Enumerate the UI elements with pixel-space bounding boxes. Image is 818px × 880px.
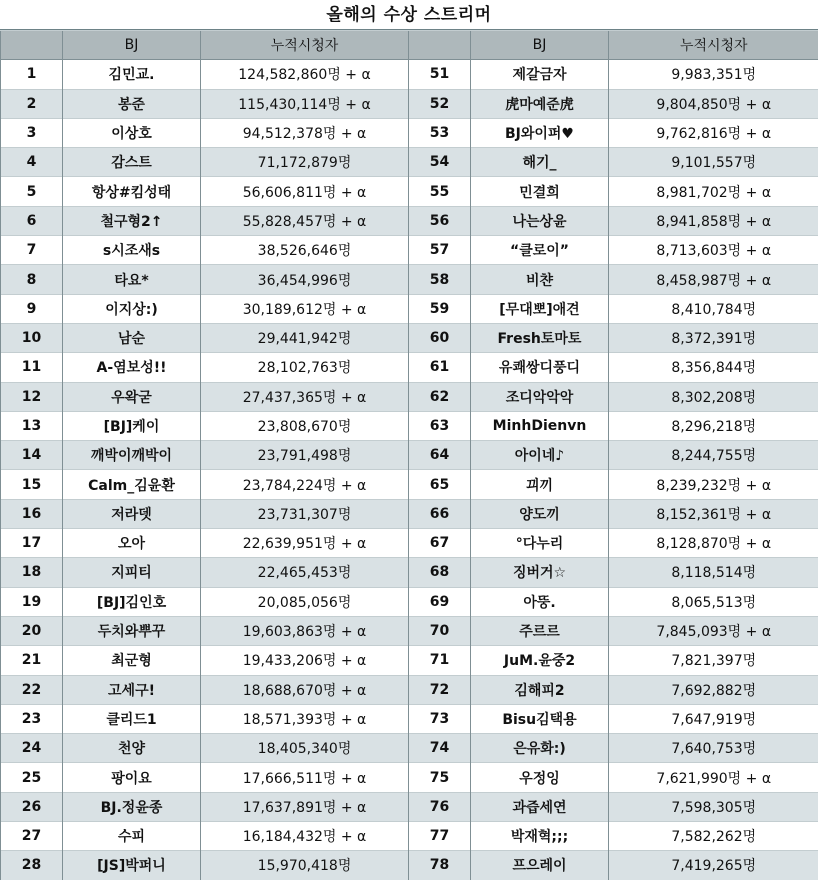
rank-cell: 55: [409, 177, 471, 206]
viewer-count-cell: 28,102,763명: [201, 353, 409, 382]
bj-name-cell: 주르르: [471, 616, 609, 645]
bj-name-cell: BJ.정윤종: [63, 792, 201, 821]
bj-name-cell: 아이네♪: [471, 441, 609, 470]
bj-name-cell: [JS]박퍼니: [63, 851, 201, 880]
rank-cell: 17: [1, 529, 63, 558]
viewer-count-cell: 8,302,208명: [609, 382, 818, 411]
table-row: [1, 177, 818, 206]
viewer-count-cell: 8,152,361명 + α: [609, 499, 818, 528]
bj-name-cell: A-염보성!!: [63, 353, 201, 382]
bj-name-cell: 우정잉: [471, 763, 609, 792]
ranking-table: [0, 30, 818, 880]
table-row: [1, 763, 818, 792]
rank-cell: 16: [1, 499, 63, 528]
viewer-count-cell: 7,598,305명: [609, 792, 818, 821]
viewer-count-cell: 8,981,702명 + α: [609, 177, 818, 206]
bj-name-cell: Calm_김윤환: [63, 470, 201, 499]
table-row: [1, 646, 818, 675]
viewer-count-cell: 8,065,513명: [609, 587, 818, 616]
viewer-count-cell: 29,441,942명: [201, 323, 409, 352]
viewer-count-cell: 56,606,811명 + α: [201, 177, 409, 206]
viewer-count-cell: 23,791,498명: [201, 441, 409, 470]
bj-name-cell: 남순: [63, 323, 201, 352]
rank-cell: 25: [1, 763, 63, 792]
bj-name-cell: 오아: [63, 529, 201, 558]
table-row: [1, 704, 818, 733]
table-row: [1, 499, 818, 528]
viewer-count-cell: 7,692,882명: [609, 675, 818, 704]
rank-cell: 72: [409, 675, 471, 704]
table-row: [1, 89, 818, 118]
bj-name-cell: 양도끼: [471, 499, 609, 528]
table-row: [1, 675, 818, 704]
bj-name-cell: 팡이요: [63, 763, 201, 792]
viewer-count-cell: 23,784,224명 + α: [201, 470, 409, 499]
bj-name-cell: 민결희: [471, 177, 609, 206]
bj-name-cell: 봉준: [63, 89, 201, 118]
bj-name-cell: 이지상:): [63, 294, 201, 323]
table-row: [1, 236, 818, 265]
viewer-count-cell: 19,433,206명 + α: [201, 646, 409, 675]
bj-name-cell: 박재혁;;;: [471, 822, 609, 851]
bj-name-cell: 최군형: [63, 646, 201, 675]
bj-name-cell: 철구형2↑: [63, 206, 201, 235]
bj-name-cell: 두치와뿌꾸: [63, 616, 201, 645]
bj-name-cell: 비챤: [471, 265, 609, 294]
rank-cell: 70: [409, 616, 471, 645]
viewer-count-cell: 8,713,603명 + α: [609, 236, 818, 265]
rank-cell: 3: [1, 118, 63, 147]
rank-cell: 56: [409, 206, 471, 235]
viewer-count-cell: 38,526,646명: [201, 236, 409, 265]
bj-name-cell: 깨박이깨박이: [63, 441, 201, 470]
viewer-count-cell: 8,244,755명: [609, 441, 818, 470]
table-row: [1, 118, 818, 147]
table-row: [1, 734, 818, 763]
rank-cell: 54: [409, 148, 471, 177]
viewer-count-cell: 7,640,753명: [609, 734, 818, 763]
bj-name-cell: 항상#킴성태: [63, 177, 201, 206]
viewer-count-cell: 15,970,418명: [201, 851, 409, 880]
table-row: [1, 265, 818, 294]
bj-name-cell: 과즙세연: [471, 792, 609, 821]
viewer-count-cell: 124,582,860명 + α: [201, 60, 409, 89]
bj-name-cell: 김민교.: [63, 60, 201, 89]
rank-cell: 53: [409, 118, 471, 147]
rank-cell: 27: [1, 822, 63, 851]
bj-name-cell: BJ와이퍼♥: [471, 118, 609, 147]
rank-cell: 67: [409, 529, 471, 558]
viewer-count-cell: 20,085,056명: [201, 587, 409, 616]
viewer-count-cell: 7,621,990명 + α: [609, 763, 818, 792]
viewer-count-cell: 9,804,850명 + α: [609, 89, 818, 118]
rank-cell: 58: [409, 265, 471, 294]
bj-name-cell: 제갈금자: [471, 60, 609, 89]
viewer-count-cell: 115,430,114명 + α: [201, 89, 409, 118]
rank-cell: 51: [409, 60, 471, 89]
bj-name-cell: JuM.윤중2: [471, 646, 609, 675]
bj-name-cell: 김해피2: [471, 675, 609, 704]
table-row: [1, 441, 818, 470]
header-row: [1, 31, 818, 60]
bj-name-cell: [무대뽀]애견: [471, 294, 609, 323]
bj-name-cell: Fresh토마토: [471, 323, 609, 352]
viewer-count-cell: 71,172,879명: [201, 148, 409, 177]
viewer-count-cell: 36,454,996명: [201, 265, 409, 294]
rank-cell: 61: [409, 353, 471, 382]
viewer-count-cell: 9,983,351명: [609, 60, 818, 89]
bj-name-cell: 우왁굳: [63, 382, 201, 411]
rank-cell: 12: [1, 382, 63, 411]
viewer-count-cell: 55,828,457명 + α: [201, 206, 409, 235]
viewer-count-cell: 7,647,919명: [609, 704, 818, 733]
bj-name-cell: 끠끼: [471, 470, 609, 499]
page-title: 올해의 수상 스트리머: [0, 0, 818, 30]
table-row: [1, 851, 818, 880]
rank-cell: 24: [1, 734, 63, 763]
viewer-count-cell: 7,845,093명 + α: [609, 616, 818, 645]
viewer-count-cell: 8,458,987명 + α: [609, 265, 818, 294]
bj-name-cell: Bisu김택용: [471, 704, 609, 733]
viewer-count-cell: 8,128,870명 + α: [609, 529, 818, 558]
bj-name-cell: s시조새s: [63, 236, 201, 265]
rank-cell: 26: [1, 792, 63, 821]
viewer-count-cell: 27,437,365명 + α: [201, 382, 409, 411]
rank-cell: 57: [409, 236, 471, 265]
viewer-count-cell: 16,184,432명 + α: [201, 822, 409, 851]
rank-cell: 73: [409, 704, 471, 733]
viewer-count-cell: 18,688,670명 + α: [201, 675, 409, 704]
bj-name-cell: 유쾌쌍디풍디: [471, 353, 609, 382]
bj-name-cell: 수피: [63, 822, 201, 851]
rank-cell: 13: [1, 411, 63, 440]
rank-cell: 10: [1, 323, 63, 352]
viewer-count-cell: 94,512,378명 + α: [201, 118, 409, 147]
rank-cell: 59: [409, 294, 471, 323]
rank-cell: 6: [1, 206, 63, 235]
rank-cell: 74: [409, 734, 471, 763]
viewer-count-cell: 8,410,784명: [609, 294, 818, 323]
bj-name-cell: 프으레이: [471, 851, 609, 880]
viewer-count-cell: 18,405,340명: [201, 734, 409, 763]
bj-name-cell: 해기_: [471, 148, 609, 177]
bj-name-cell: °다누리: [471, 529, 609, 558]
rank-cell: 76: [409, 792, 471, 821]
viewer-count-cell: 7,419,265명: [609, 851, 818, 880]
viewer-count-cell: 8,239,232명 + α: [609, 470, 818, 499]
table-row: [1, 148, 818, 177]
viewer-count-cell: 18,571,393명 + α: [201, 704, 409, 733]
table-row: [1, 792, 818, 821]
header-rank-left: [1, 31, 63, 60]
table-row: [1, 411, 818, 440]
table-row: [1, 558, 818, 587]
table-row: [1, 529, 818, 558]
viewer-count-cell: 8,941,858명 + α: [609, 206, 818, 235]
rank-cell: 60: [409, 323, 471, 352]
viewer-count-cell: 22,465,453명: [201, 558, 409, 587]
rank-cell: 65: [409, 470, 471, 499]
rank-cell: 15: [1, 470, 63, 499]
rank-cell: 9: [1, 294, 63, 323]
table-row: [1, 294, 818, 323]
rank-cell: 68: [409, 558, 471, 587]
rank-cell: 14: [1, 441, 63, 470]
bj-name-cell: 저라뎃: [63, 499, 201, 528]
viewer-count-cell: 8,372,391명: [609, 323, 818, 352]
rank-cell: 28: [1, 851, 63, 880]
rank-cell: 78: [409, 851, 471, 880]
viewer-count-cell: 19,603,863명 + α: [201, 616, 409, 645]
rank-cell: 11: [1, 353, 63, 382]
rank-cell: 63: [409, 411, 471, 440]
header-bj-left: BJ: [63, 31, 201, 60]
table-row: [1, 616, 818, 645]
rank-cell: 52: [409, 89, 471, 118]
viewer-count-cell: 23,808,670명: [201, 411, 409, 440]
bj-name-cell: [BJ]김인호: [63, 587, 201, 616]
rank-cell: 23: [1, 704, 63, 733]
table-row: [1, 60, 818, 89]
rank-cell: 69: [409, 587, 471, 616]
rank-cell: 66: [409, 499, 471, 528]
rank-cell: 5: [1, 177, 63, 206]
viewer-count-cell: 30,189,612명 + α: [201, 294, 409, 323]
rank-cell: 1: [1, 60, 63, 89]
viewer-count-cell: 8,118,514명: [609, 558, 818, 587]
viewer-count-cell: 9,101,557명: [609, 148, 818, 177]
header-viewers-left: 누적시청자: [201, 31, 409, 60]
rank-cell: 71: [409, 646, 471, 675]
viewer-count-cell: 23,731,307명: [201, 499, 409, 528]
bj-name-cell: 은유화:): [471, 734, 609, 763]
bj-name-cell: 아뚱.: [471, 587, 609, 616]
rank-cell: 8: [1, 265, 63, 294]
viewer-count-cell: 9,762,816명 + α: [609, 118, 818, 147]
rank-cell: 19: [1, 587, 63, 616]
bj-name-cell: 징버거☆: [471, 558, 609, 587]
header-viewers-right: 누적시청자: [609, 31, 818, 60]
table-row: [1, 353, 818, 382]
bj-name-cell: MinhDienvn: [471, 411, 609, 440]
viewer-count-cell: 8,356,844명: [609, 353, 818, 382]
bj-name-cell: 클리드1: [63, 704, 201, 733]
table-row: [1, 323, 818, 352]
header-bj-right: BJ: [471, 31, 609, 60]
viewer-count-cell: 7,582,262명: [609, 822, 818, 851]
rank-cell: 2: [1, 89, 63, 118]
rank-cell: 18: [1, 558, 63, 587]
viewer-count-cell: 8,296,218명: [609, 411, 818, 440]
rank-cell: 64: [409, 441, 471, 470]
rank-cell: 75: [409, 763, 471, 792]
viewer-count-cell: 17,666,511명 + α: [201, 763, 409, 792]
bj-name-cell: 감스트: [63, 148, 201, 177]
viewer-count-cell: 17,637,891명 + α: [201, 792, 409, 821]
rank-cell: 62: [409, 382, 471, 411]
rank-cell: 4: [1, 148, 63, 177]
bj-name-cell: 고세구!: [63, 675, 201, 704]
rank-cell: 21: [1, 646, 63, 675]
table-row: [1, 822, 818, 851]
bj-name-cell: 지피티: [63, 558, 201, 587]
bj-name-cell: 이상호: [63, 118, 201, 147]
table-row: [1, 587, 818, 616]
table-row: [1, 470, 818, 499]
rank-cell: 77: [409, 822, 471, 851]
viewer-count-cell: 22,639,951명 + α: [201, 529, 409, 558]
bj-name-cell: 천양: [63, 734, 201, 763]
table-row: [1, 206, 818, 235]
bj-name-cell: 虎마예준虎: [471, 89, 609, 118]
header-rank-right: [409, 31, 471, 60]
bj-name-cell: 타요*: [63, 265, 201, 294]
bj-name-cell: 나는상윤: [471, 206, 609, 235]
rank-cell: 20: [1, 616, 63, 645]
table-row: [1, 382, 818, 411]
bj-name-cell: “클로이”: [471, 236, 609, 265]
bj-name-cell: [BJ]케이: [63, 411, 201, 440]
viewer-count-cell: 7,821,397명: [609, 646, 818, 675]
rank-cell: 7: [1, 236, 63, 265]
bj-name-cell: 조디악악악: [471, 382, 609, 411]
rank-cell: 22: [1, 675, 63, 704]
